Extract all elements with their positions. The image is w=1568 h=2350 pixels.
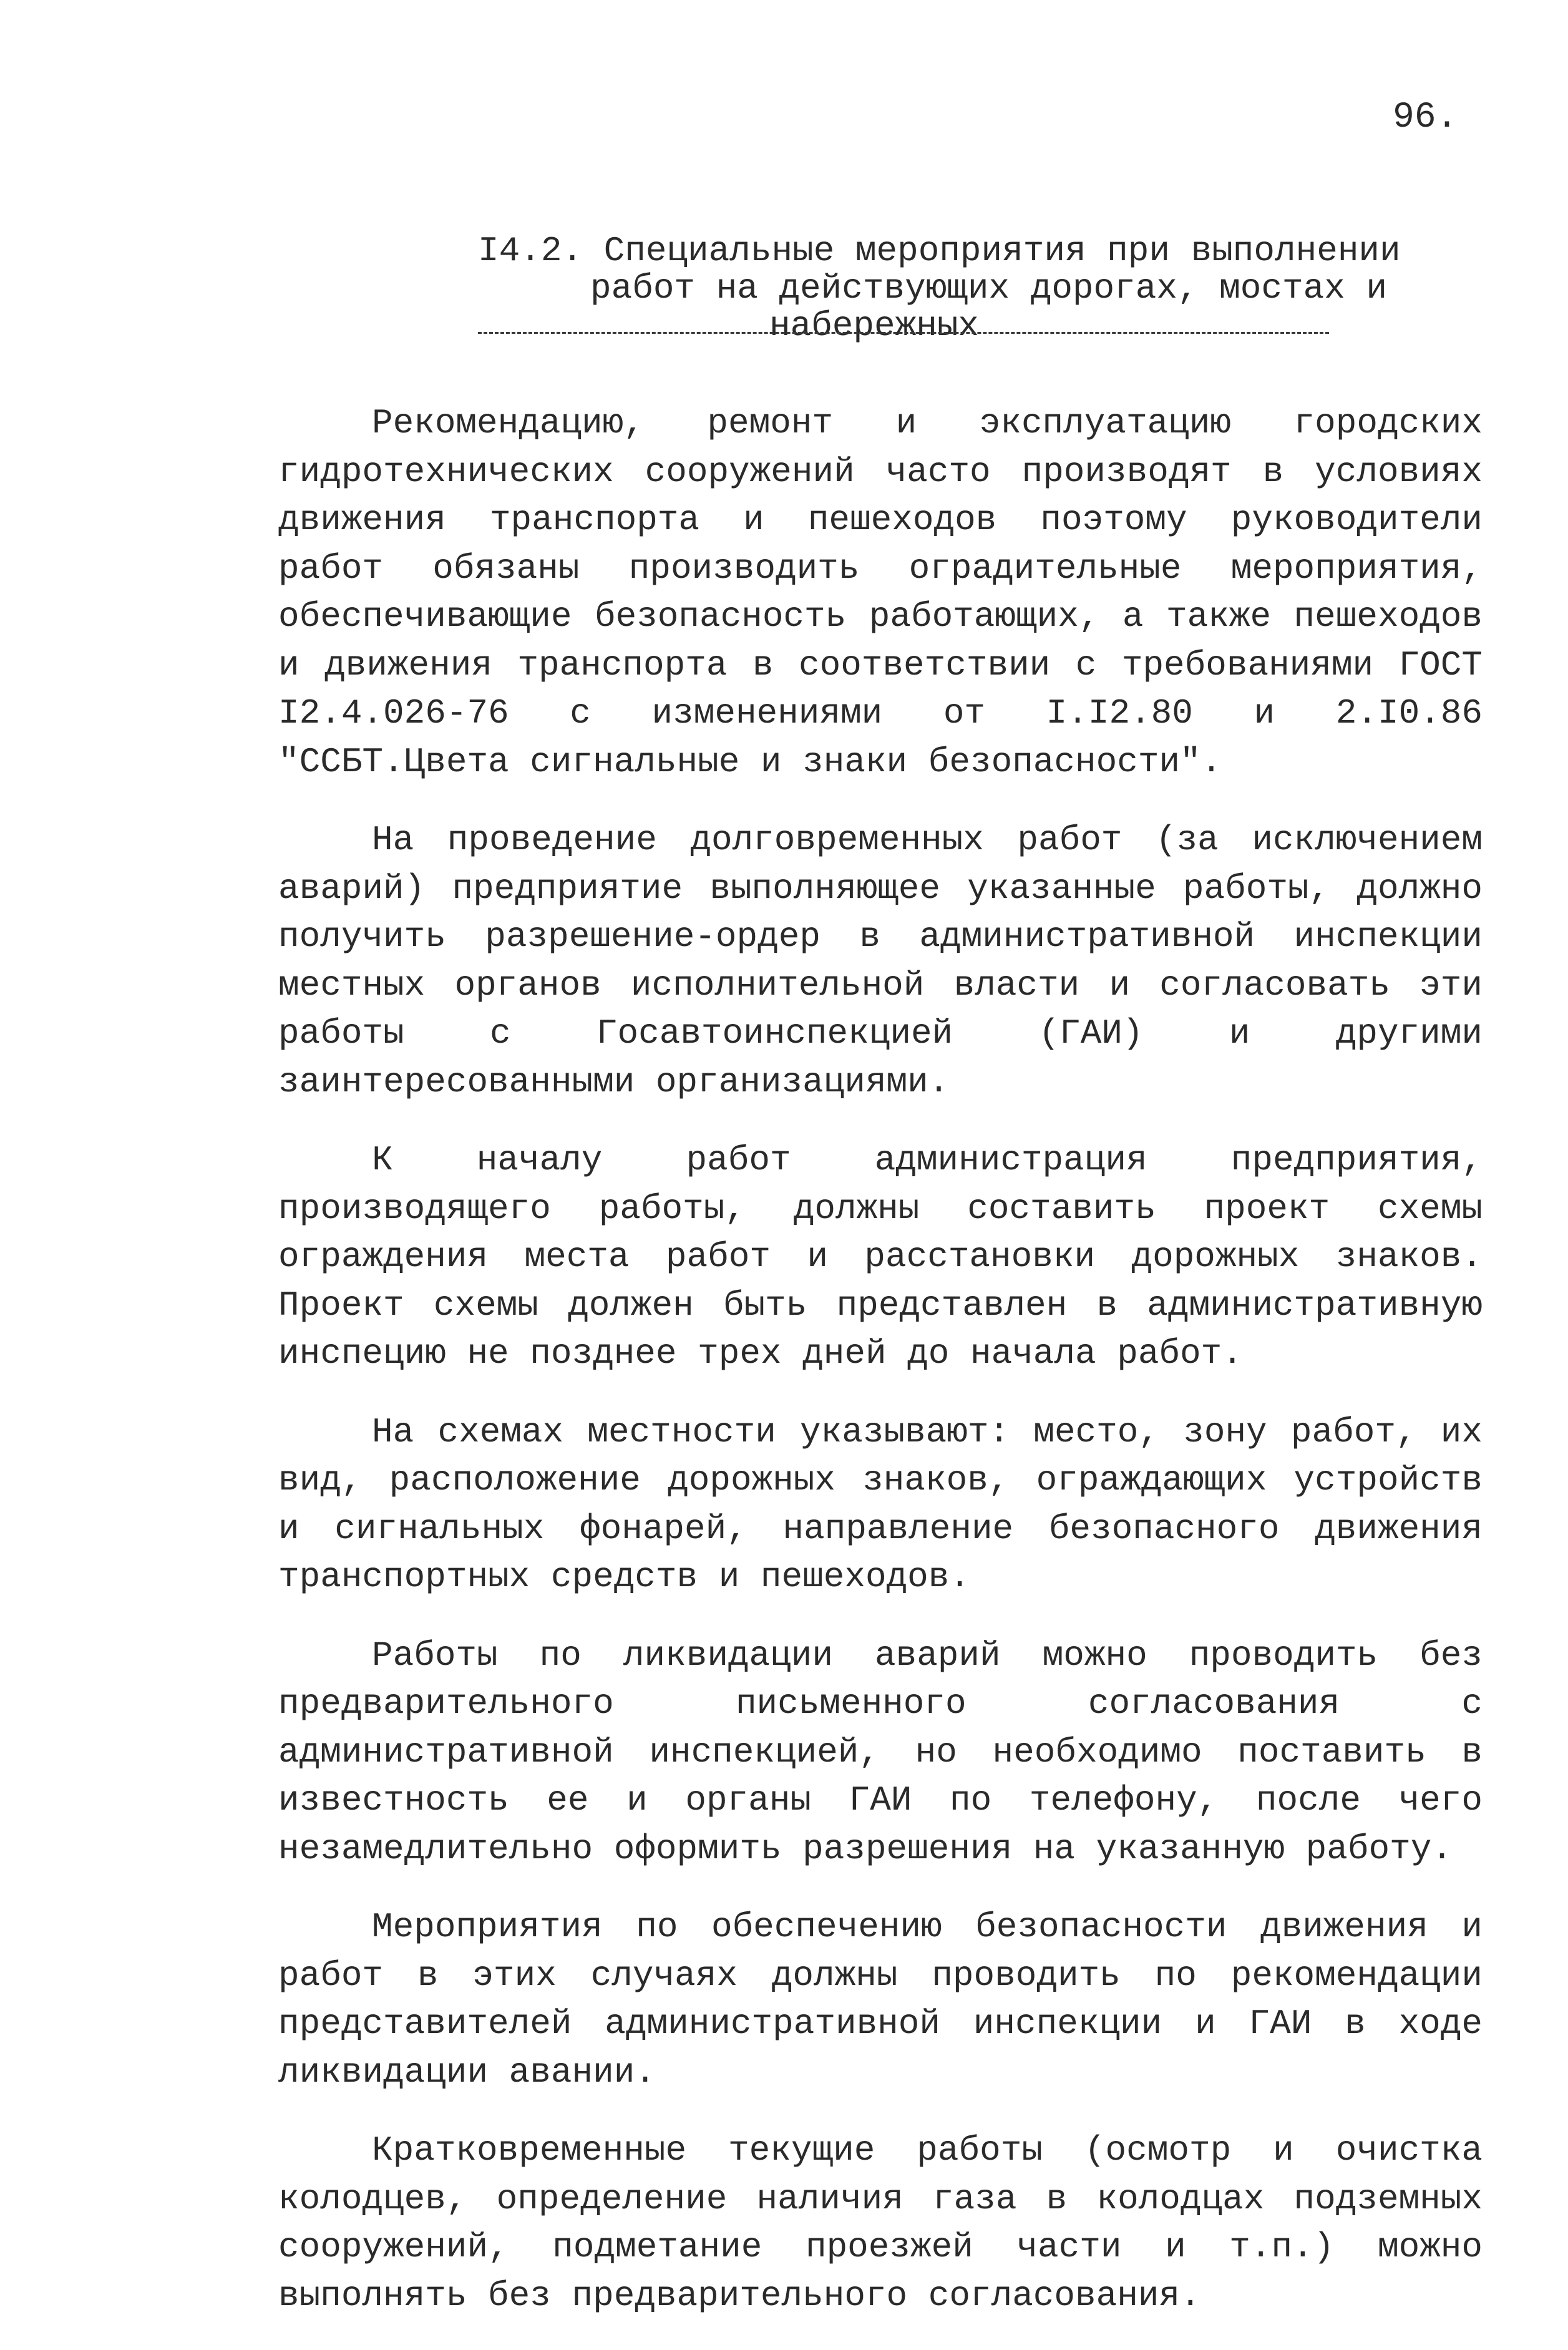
paragraph-3: К началу работ администрация предприятия, производящего работы, должны составить проект схемы ограждения места работ и расстановки дорожных знаков. Проект схемы должен быть представлен в административную инспецию не позднее трех дней до начала работ. [278, 1140, 1483, 1373]
section-heading-line-2: работ на действующих дорогах, мостах и [590, 268, 1388, 308]
heading-underline [478, 332, 1329, 334]
section-heading-line-1: I4.2. Специальные мероприятия при выполнении [478, 231, 1401, 271]
paragraph-1: Рекомендацию, ремонт и эксплуатацию городских гидротехнических сооружений часто производят в условиях движения транспорта и пешеходов поэтому руководители работ обязаны производить оградительные мероприятия, обеспечивающие безопасность работающих, а также пешеходов и движения транспорта в соответствии с требованиями ГОСТ I2.4.026-76 с изменениями от I.I2.80 и 2.I0.86 "ССБТ.Цвета сигнальные и знаки безопасности". [278, 403, 1483, 782]
paragraph-5: Работы по ликвидации аварий можно проводить без предварительного письменного согласования с административной инспекцией, но необходимо поставить в известность ее и органы ГАИ по телефону, после чего незамедлительно оформить разрешения на указанную работу. [278, 1635, 1483, 1869]
page-number: 96. [1393, 97, 1458, 138]
paragraph-6: Мероприятия по обеспечению безопасности движения и работ в этих случаях должны проводить по рекомендации представителей административной инспекции и ГАИ в ходе ликвидации авании. [278, 1907, 1483, 2092]
section-heading [478, 231, 1401, 346]
paragraph-7: Кратковременные текущие работы (осмотр и очистка колодцев, определение наличия газа в колодцах подземных сооружений, подметание проезжей части и т.п.) можно выполнять без предварительного согласования. [278, 2130, 1483, 2316]
paragraph-2: На проведение долговременных работ (за исключением аварий) предприятие выполняющее указанные работы, должно получить разрешение-ордер в административной инспекции местных органов исполнительной власти и согласовать эти работы с Госавтоинспекцией (ГАИ) и другими заинтересованными организациями. [278, 820, 1483, 1102]
section-heading-line-3: набережных [769, 306, 980, 346]
document-body [278, 399, 1483, 2350]
paragraph-4: На схемах местности указывают: место, зону работ, их вид, расположение дорожных знаков, ограждающих устройств и сигнальных фонарей, направление безопасного движения транспортных средств и пешеходов. [278, 1411, 1483, 1597]
